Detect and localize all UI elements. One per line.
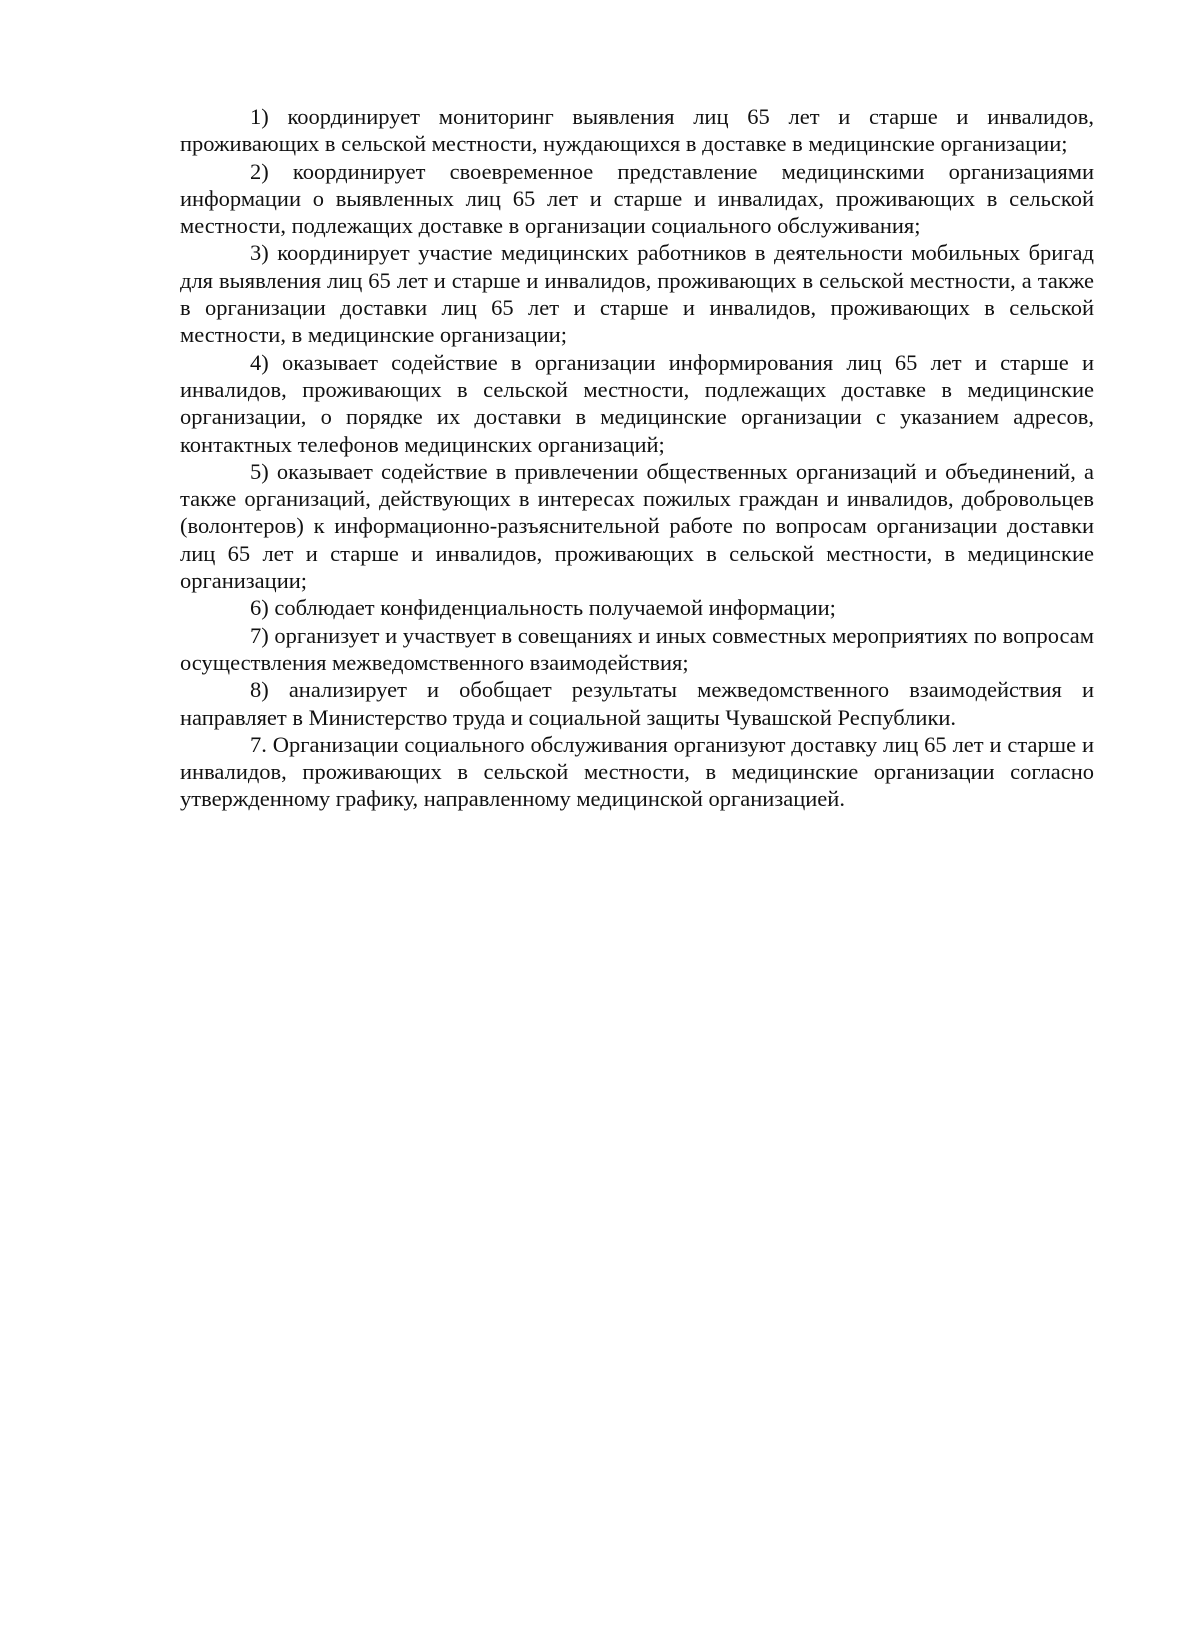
paragraph-item-5: 5) оказывает содействие в привлечении общественных организаций и объединений, а также организаций, действующих в интересах пожилых граждан и инвалидов, добровольцев (волонтеров) к информационно-разъяснительной работе по вопросам организации доставки лиц 65 лет и старше и инвалидов, проживающих в сельской местности, в медицинские организации;	[180, 458, 1094, 594]
paragraph-item-1: 1) координирует мониторинг выявления лиц 65 лет и старше и инвалидов, проживающих в сельской местности, нуждающихся в доставке в медицинские организации;	[180, 104, 1094, 157]
paragraph-item-4: 4) оказывает содействие в организации информирования лиц 65 лет и старше и инвалидов, проживающих в сельской местности, подлежащих доставке в медицинские организации, о порядке их доставки в медицинские организации с указанием адресов, контактных телефонов медицинских организаций;	[180, 349, 1094, 457]
paragraph-item-6: 6) соблюдает конфиденциальность получаемой информации;	[250, 595, 836, 621]
paragraph-item-2: 2) координирует своевременное представление медицинскими организациями информации о выявленных лиц 65 лет и старше и инвалидах, проживающих в сельской местности, подлежащих доставке в организации социального обслуживания;	[180, 158, 1094, 239]
paragraph-item-3: 3) координирует участие медицинских работников в деятельности мобильных бригад для выявления лиц 65 лет и старше и инвалидов, проживающих в сельской местности, а также в организации доставки лиц 65 лет и старше и инвалидов, проживающих в сельской местности, в медицинские организации;	[180, 240, 1094, 348]
document-body	[180, 103, 1094, 813]
section-7-paragraph: 7. Организации социального обслуживания организуют доставку лиц 65 лет и старше и инвалидов, проживающих в сельской местности, в медицинские организации согласно утвержденному графику, направленному медицинской организацией.	[180, 731, 1094, 812]
paragraph-item-7: 7) организует и участвует в совещаниях и иных совместных мероприятиях по вопросам осуществления межведомственного взаимодействия;	[180, 622, 1094, 675]
paragraph-item-8: 8) анализирует и обобщает результаты межведомственного взаимодействия и направляет в Министерство труда и социальной защиты Чувашской Республики.	[180, 677, 1094, 730]
